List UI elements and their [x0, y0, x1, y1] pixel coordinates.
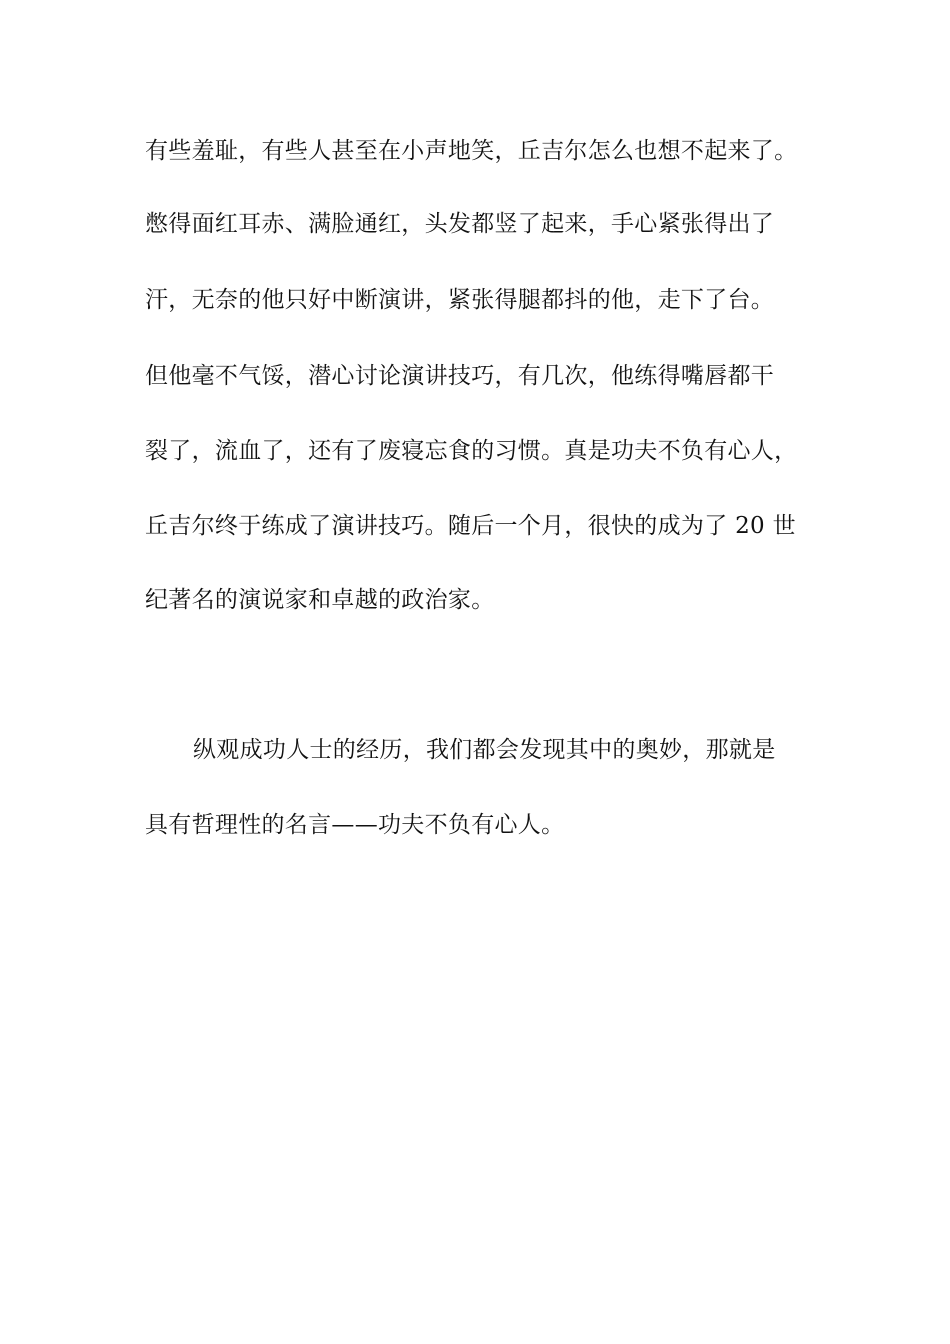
paragraph-1-line-2: 憋得面红耳赤、满脸通红，头发都竖了起来，手心紧张得出了 — [145, 211, 775, 237]
paragraph-1-line-1: 有些羞耻，有些人甚至在小声地笑，丘吉尔怎么也想不起来了。 — [145, 138, 798, 164]
paragraph-1-line-7: 纪著名的演说家和卓越的政治家。 — [145, 587, 495, 613]
paragraph-2-line-2: 具有哲理性的名言——功夫不负有心人。 — [145, 812, 565, 838]
paragraph-1-line-6: 丘吉尔终于练成了演讲技巧。随后一个月，很快的成为了 20 世 — [145, 513, 796, 539]
paragraph-1-line-3: 汗，无奈的他只好中断演讲，紧张得腿都抖的他，走下了台。 — [145, 287, 775, 313]
paragraph-1-line-4: 但他毫不气馁，潜心讨论演讲技巧，有几次，他练得嘴唇都干 — [145, 363, 775, 389]
paragraph-1-line-5: 裂了，流血了，还有了废寝忘食的习惯。真是功夫不负有心人， — [145, 438, 798, 464]
paragraph-2-line-1: 纵观成功人士的经历，我们都会发现其中的奥妙，那就是 — [193, 737, 776, 763]
